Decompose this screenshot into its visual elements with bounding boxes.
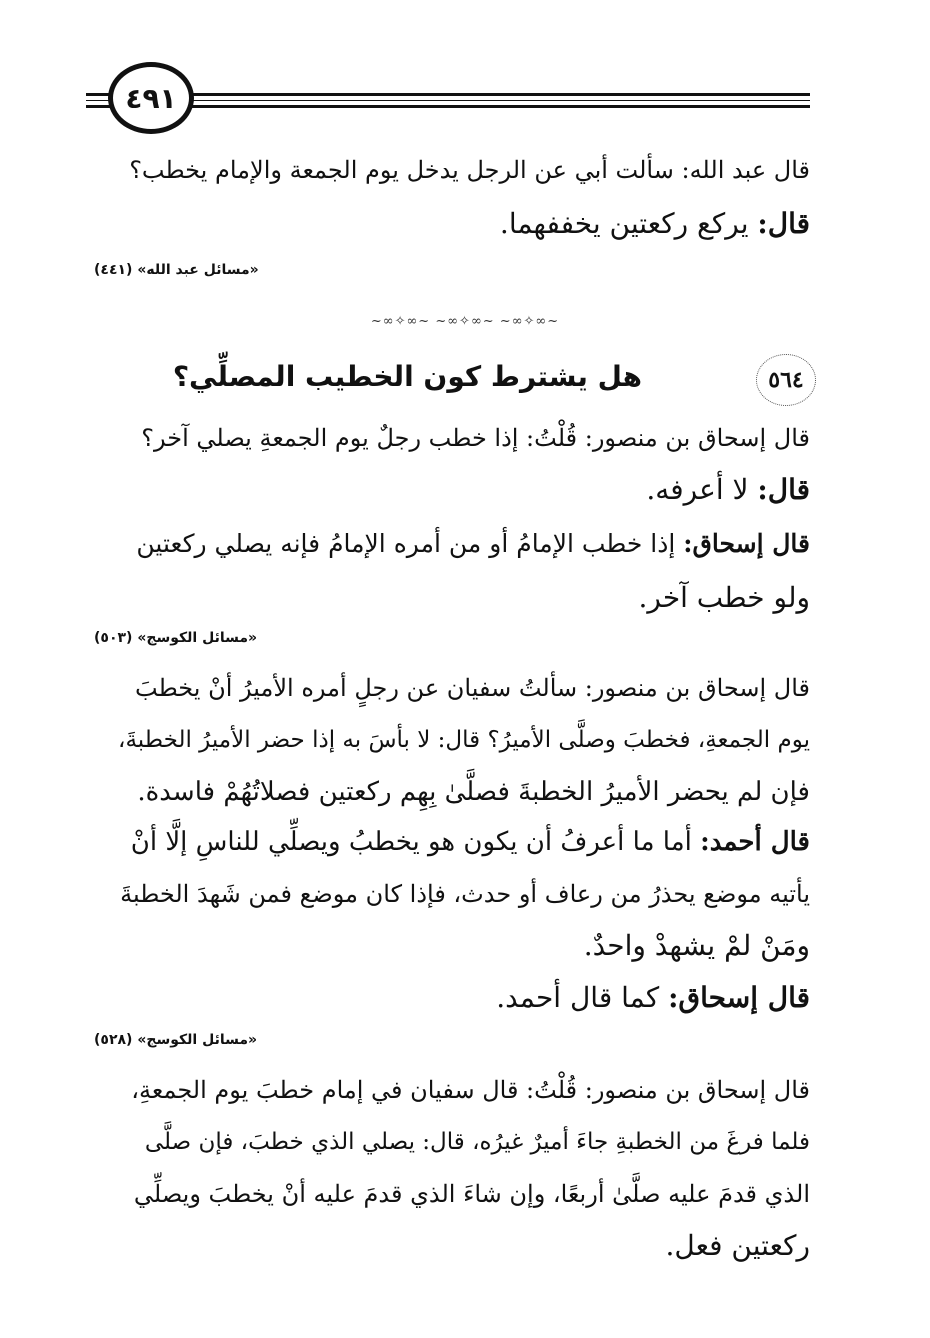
page-number-badge: [108, 62, 194, 134]
section-number-badge: [756, 354, 816, 406]
paragraph-line: قال إسحاق بن منصور: قُلْتُ: قال سفيان في إمام خطبَ يوم الجمعةِ،: [131, 1076, 810, 1104]
section-title: هل يشترط كون الخطيب المصلِّي؟: [172, 360, 642, 393]
paragraph-line: قال إسحاق بن منصور: سألتُ سفيان عن رجلٍ أمره الأميرُ أنْ يخطبَ: [135, 674, 810, 702]
paragraph-line: يأتيه موضع يحذرُ من رعاف أو حدث، فإذا كان موضع فمن شَهدَ الخطبةَ: [120, 880, 810, 908]
source-citation: «مسائل عبد الله» (٤٤١): [94, 262, 259, 278]
paragraph-text: لا أعرفه.: [646, 473, 758, 506]
source-citation: «مسائل الكوسج» (٥٠٣): [94, 630, 258, 646]
speaker-label: قال إسحاق:: [683, 529, 810, 558]
paragraph-line: فلما فرغَ من الخطبةِ جاءَ أميرٌ غيرُه، قال: يصلي الذي خطبَ، فإن صلَّى: [144, 1129, 810, 1155]
header-rule-top: [86, 93, 810, 96]
paragraph-line: [120, 470, 810, 510]
paragraph-line: ولو خطب آخر.: [638, 581, 810, 614]
section-divider-ornament: ~∞✧∞~ ~∞✧∞~ ~∞✧∞~: [370, 314, 560, 329]
paragraph-line: ركعتين فعل.: [665, 1229, 810, 1262]
paragraph-line: الذي قدمَ عليه صلَّىٰ أربعًا، وإن شاءَ الذي قدمَ عليه أنْ يخطبَ ويصلِّي: [133, 1180, 810, 1208]
header-rule-middle: [86, 100, 810, 101]
speaker-label: قال:: [757, 473, 810, 506]
paragraph-text: يركع ركعتين يخففهما.: [499, 207, 758, 240]
page-number: ٤٩١: [125, 81, 177, 115]
speaker-label: قال إسحاق:: [668, 981, 810, 1014]
paragraph-text: إذا خطب الإمامُ أو من أمره الإمامُ فإنه يصلي ركعتين: [136, 529, 684, 558]
header-rule-bottom: [86, 105, 810, 108]
paragraph-line: فإن لم يحضر الأميرُ الخطبةَ فصلَّىٰ بِهِم ركعتين فصلاتُهُمْ فاسدة.: [137, 777, 810, 807]
paragraph-line: [120, 822, 810, 862]
paragraph-line: ومَنْ لمْ يشهدْ واحدٌ.: [583, 929, 810, 962]
paragraph-line: [120, 978, 810, 1018]
paragraph-text: أما ما أعرفُ أن يكون هو يخطبُ ويصلِّي للناسِ إلَّا أنْ: [130, 827, 701, 857]
paragraph-line: قال عبد الله: سألت أبي عن الرجل يدخل يوم الجمعة والإمام يخطب؟: [129, 156, 810, 184]
speaker-label: قال:: [757, 207, 810, 240]
source-citation: «مسائل الكوسج» (٥٢٨): [94, 1032, 258, 1048]
paragraph-line: يوم الجمعةِ، فخطبَ وصلَّى الأميرُ؟ قال: لا بأسَ به إذا حضر الأميرُ الخطبةَ،: [118, 727, 810, 753]
paragraph-line: [120, 524, 810, 564]
paragraph-text: كما قال أحمد.: [496, 981, 669, 1014]
speaker-label: قال أحمد:: [700, 827, 810, 857]
paragraph-line: [120, 204, 810, 244]
paragraph-line: قال إسحاق بن منصور: قُلْتُ: إذا خطب رجلٌ يوم الجمعةِ يصلي آخر؟: [141, 424, 810, 452]
section-number: ٥٦٤: [768, 367, 804, 393]
